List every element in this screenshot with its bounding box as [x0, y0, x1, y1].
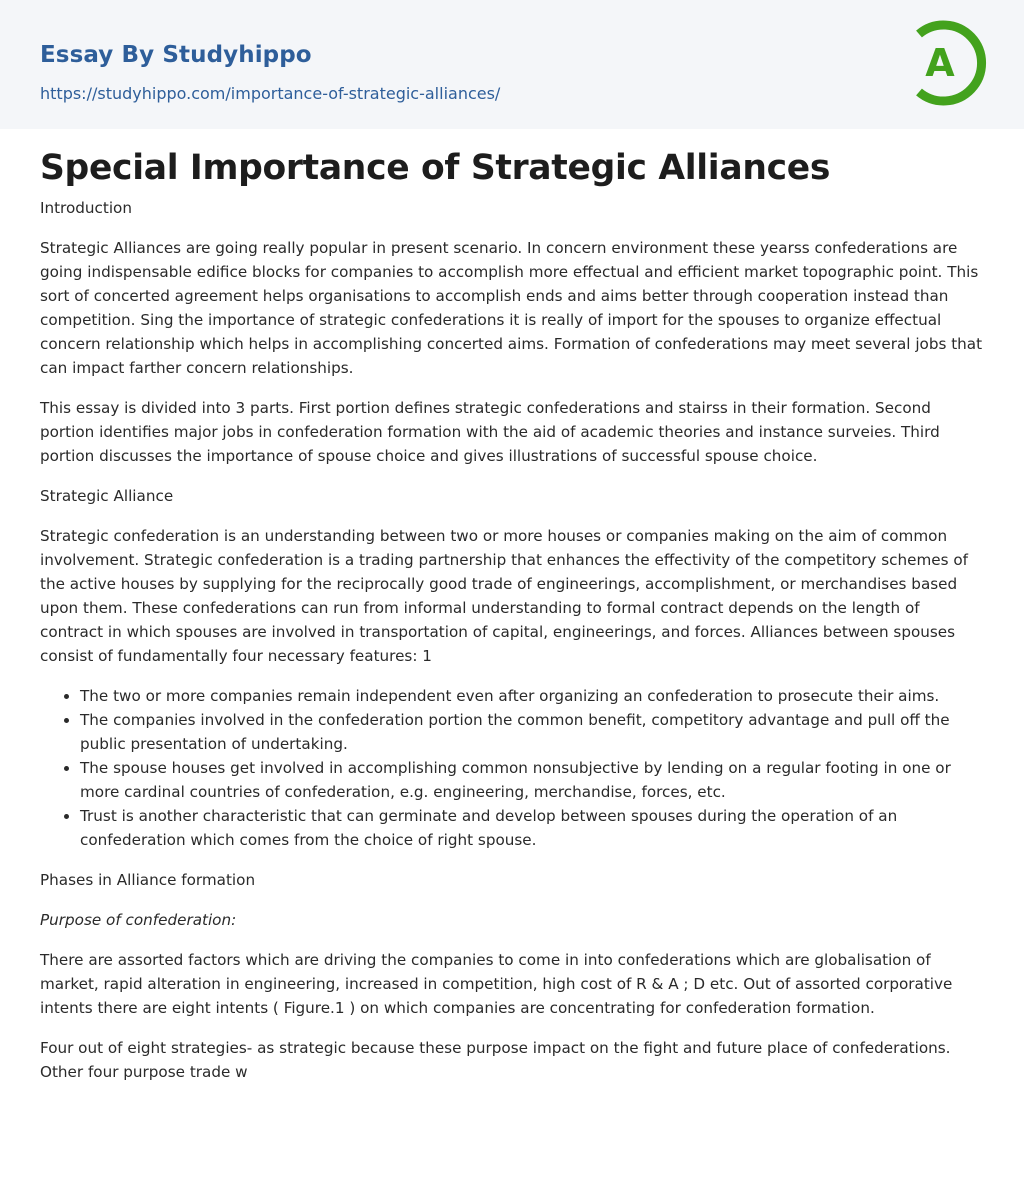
strategic-alliance-heading: Strategic Alliance — [40, 487, 174, 505]
intro-paragraph-1: Strategic Alliances are going really popular in present scenario. In concern environment these yearss confederations are going indispensable edifice blocks for companies to accomplish more effectual and efficient market topographic point. This sort of concerted agreement helps organisations to accomplish ends and aims better through cooperation instead than competition. Sing the importance of strategic confederations it is really of import for the spouses to organize effectual concern relationship which helps in accomplishing concerted aims. Formation of confederations may meet several jobs that can impact farther concern relationships. — [40, 239, 983, 377]
brand-title[interactable]: Essay By Studyhippo — [40, 42, 312, 68]
introduction-heading: Introduction — [40, 199, 132, 217]
purpose-paragraph-1: There are assorted factors which are driving the companies to come in into confederations which are globalisation of market, rapid alteration in engineering, increased in competition, high cost of R & A ; D etc. Out of assorted corporative intents there are eight intents ( Figure.1 ) on which companies are concentrating for confederation formation. — [40, 951, 953, 1017]
purpose-paragraph-2: Four out of eight strategies- as strategic because these purpose impact on the fight and future place of confederations. Other four purpose trade w — [40, 1039, 951, 1081]
list-item: • The two or more companies remain independent even after organizing an confederation to prosecute their aims. — [80, 684, 986, 708]
list-item: • The spouse houses get involved in accomplishing common nonsubjective by lending on a regular footing in one or more cardinal countries of confederation, e.g. engineering, merchandise, forces, etc. — [80, 756, 986, 804]
list-item: • Trust is another characteristic that can germinate and develop between spouses during the operation of an confederation which comes from the choice of right spouse. — [80, 804, 986, 852]
strategic-alliance-paragraph: Strategic confederation is an understanding between two or more houses or companies making on the aim of common involvement. Strategic confederation is a trading partnership that enhances the effectivity of the competitory schemes of the active houses by supplying for the reciprocally good trade of engineerings, accomplishment, or merchandises based upon them. These confederations can run from informal understanding to formal contract depends on the length of contract in which spouses are involved in transportation of capital, engineerings, and forces. Alliances between spouses consist of fundamentally four necessary features: 1 — [40, 527, 968, 665]
source-url-link[interactable]: https://studyhippo.com/importance-of-strategic-alliances/ — [40, 84, 501, 103]
list-item: • The companies involved in the confederation portion the common benefit, competitory advantage and pull off the public presentation of undertaking. — [80, 708, 986, 756]
purpose-heading: Purpose of confederation: — [40, 911, 237, 929]
essay-content — [40, 142, 986, 1100]
phases-heading: Phases in Alliance formation — [40, 871, 256, 889]
logo-letter: A — [925, 41, 955, 85]
essay-title: Special Importance of Strategic Alliances — [40, 148, 831, 188]
intro-paragraph-2: This essay is divided into 3 parts. First portion defines strategic confederations and stairss in their formation. Second portion identifies major jobs in confederation formation with the aid of academic theories and instance surveies. Third portion discusses the importance of spouse choice and gives illustrations of successful spouse choice. — [40, 399, 940, 465]
site-header — [0, 0, 1024, 129]
studyhippo-logo-icon[interactable] — [912, 18, 988, 108]
features-list — [40, 684, 986, 852]
